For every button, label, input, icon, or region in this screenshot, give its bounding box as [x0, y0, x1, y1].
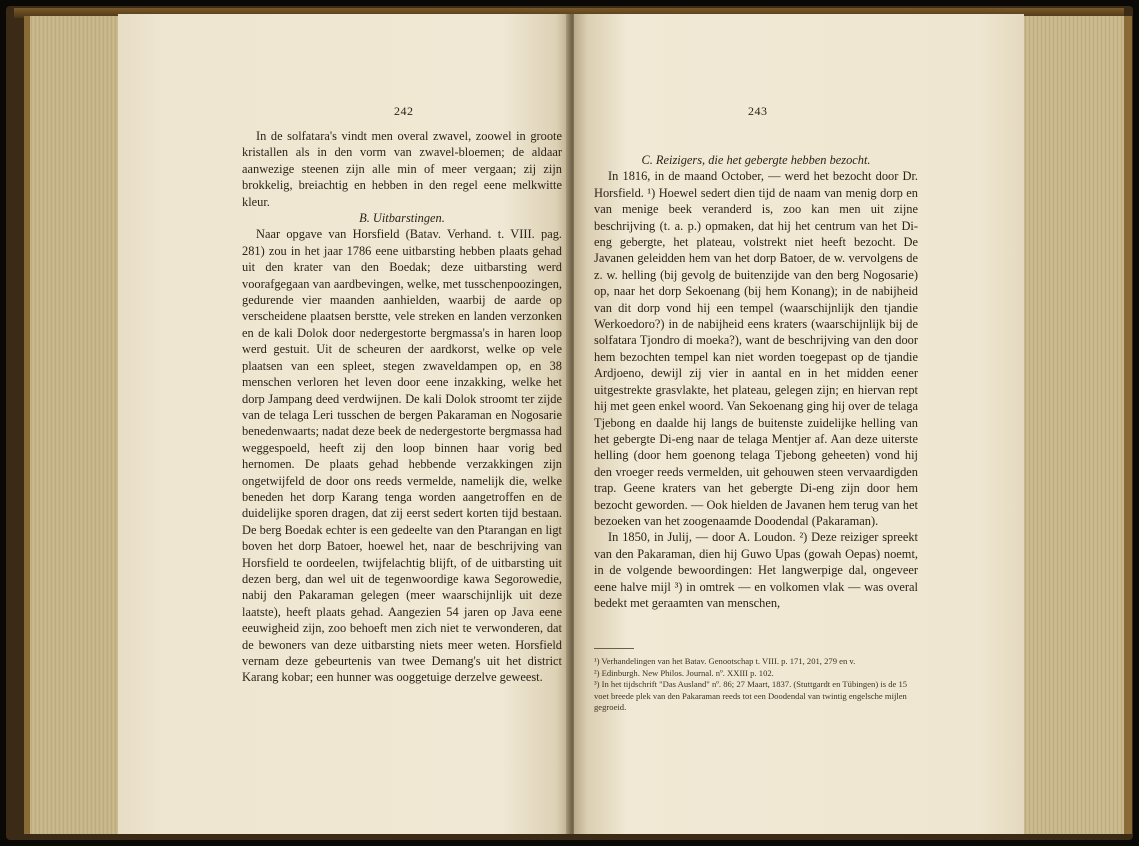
left-page — [118, 14, 570, 834]
page-number: 243 — [748, 104, 768, 118]
footnote-1: ¹) Verhandelingen van het Batav. Genootschap t. VIII. p. 171, 201, 279 en v. — [594, 656, 856, 666]
intro-paragraph: In de solfatara's vindt men overal zwavel, zoowel in groote kristallen als in den vorm van zwavel-bloemen; de aldaar aanwezige steenen zijn alle min of meer vergaan; zij zijn brokkelig, breiachtig en hebben in den regel eene melkwitte kleur. — [242, 129, 562, 209]
paragraph-2: In 1850, in Julij, — door A. Loudon. ²) Deze reiziger spreekt van den Pakaraman, dien hij Guwo Upas (gowah Oepas) noemt, in de volgende bewoordingen: Het langwerpige dal, ongeveer eene halve mijl ³) in omtrek — en volkomen vlak — was overal bedekt met geraamten van menschen, — [594, 530, 918, 610]
right-page-text — [594, 152, 918, 611]
footnotes — [594, 656, 918, 714]
footnote-rule — [594, 648, 634, 649]
body-paragraph: Naar opgave van Horsfield (Batav. Verhand. t. VIII. pag. 281) zou in het jaar 1786 eene uitbarsting hebben plaats gehad uit den krater van den Boedak; deze uitbarsting werd voorafgegaan van aardbevingen, welke, met tusschenpoozingen, gedurende vier maanden aanhielden, waarbij de aarde op verscheidene plaatsen berstte, vele streken en landen verzonken en de kali Dolok door nedergestorte bergmassa's in haren loop werd gestuit. Uit de scheuren der aardkorst, welke op vele plaatsen van een spleet, stegen zwaveldampen op, en 38 menschen verloren het leven door eene inzakking, welke het dorp Jampang deed verdwijnen. De kali Dolok stroomt ter zijde van de telaga Leri tusschen de bergen Pakaraman en Nogosarie benedenwaarts; nadat deze beek de nedergestorte bergmassa had weggespoeld, heeft zij den loop binnen haar vorig bed hernomen. De plaats gehad hebbende verzakkingen zijn ongetwijfeld de door ons reeds vermelde, namelijk die, welke beneden het dorp Karang tenga worden aangetroffen en de duidelijke sporen dragen, dat zij eerst sedert korten tijd bestaan. De berg Boedak echter is een gedeelte van den Ptarangan en ligt boven het dorp Batoer, hoewel het, naar de beschrijving van Horsfield te oordeelen, twijfelachtig blijft, of de uitbarsting uit dezen berg, dan wel uit de tegenwoordige kawa Segorowedie, nabij den Pakaraman gelegen (meer waarschijnlijk uit deze laatste), heeft plaats gehad. Aangezien 54 jaren op Java eene eeuwigheid zijn, zoo behoeft men zich niet te verwonderen, dat de bewoners van deze uitbarsting niets meer weten. Horsfield vernam deze gebeurtenis van twee Demang's uit het district Karang kobar; een hunner was ooggetuige derzelve geweest. — [242, 227, 562, 685]
footnote-3: ³) In het tijdschrift "Das Ausland" nº. 86; 27 Maart, 1837. (Stuttgardt en Tübingen) is de 15 voet breede plek van den Pakaraman reeds tot een Doodendal van twintig engelsche mijlen gegroeid. — [594, 679, 908, 712]
footnote-2: ²) Edinburgh. New Philos. Journal. nº. XXIII p. 102. — [594, 667, 774, 678]
right-page — [574, 14, 1024, 834]
paragraph-1: In 1816, in de maand October, — werd het bezocht door Dr. Horsfield. ¹) Hoewel sedert dien tijd de naam van menig dorp en van menige beek veranderd is, zoo kan men uit zijne beschrijving (t. a. p.) opmaken, dat hij het centrum van het Di-eng gebergte, het plateau, volstrekt niet heeft bezocht. De Javanen geleidden hem van het dorp Batoer, de w. vervolgens de z. w. helling (bij gevolg de buitenzijde van den berg Nogosarie) op, naar het dorp Sekoenang (bij hem Konang); in de nabijheid van dit dorp vond hij een tempel (waarschijnlijk den tjandie Werkoedoro?) in de nabijheid eens kraters (waarschijnlijk bij de solfatara Tjondro di moeka?), want de beschrijving van den door hem bezochten tempel kan niet worden toegepast op de tjandie Ardjoeno, dewijl zij vier in aantal en in het midden eener uitgestrekte grasvlakte, het plateau, gelegen zijn; en hiervan rept hij met geen enkel woord. Van Sekoenang ging hij over de telaga Tjebong en daalde hij langs de buitenste zuidelijke helling van het gebergte Di-eng naar de telaga Mentjer af. Aan deze uiterste helling (door hem goenong telaga Tjebong geheeten) vond hij den vroeger reeds vermelden, uit gehouwen steen vervaardigden trap. Geene kraters van het gebergte Di-eng zijn door hem bezocht geworden. — Ook hielden de Javanen hem terug van het bezoeken van het zoogenaamde Doodendal (Pakaraman). — [594, 169, 918, 528]
section-heading: B. Uitbarstingen. — [359, 211, 445, 226]
left-page-text — [242, 128, 562, 686]
section-heading: C. Reizigers, die het gebergte hebben bezocht. — [641, 153, 871, 167]
page-number: 242 — [394, 104, 414, 118]
page-edges-right — [1020, 16, 1132, 834]
